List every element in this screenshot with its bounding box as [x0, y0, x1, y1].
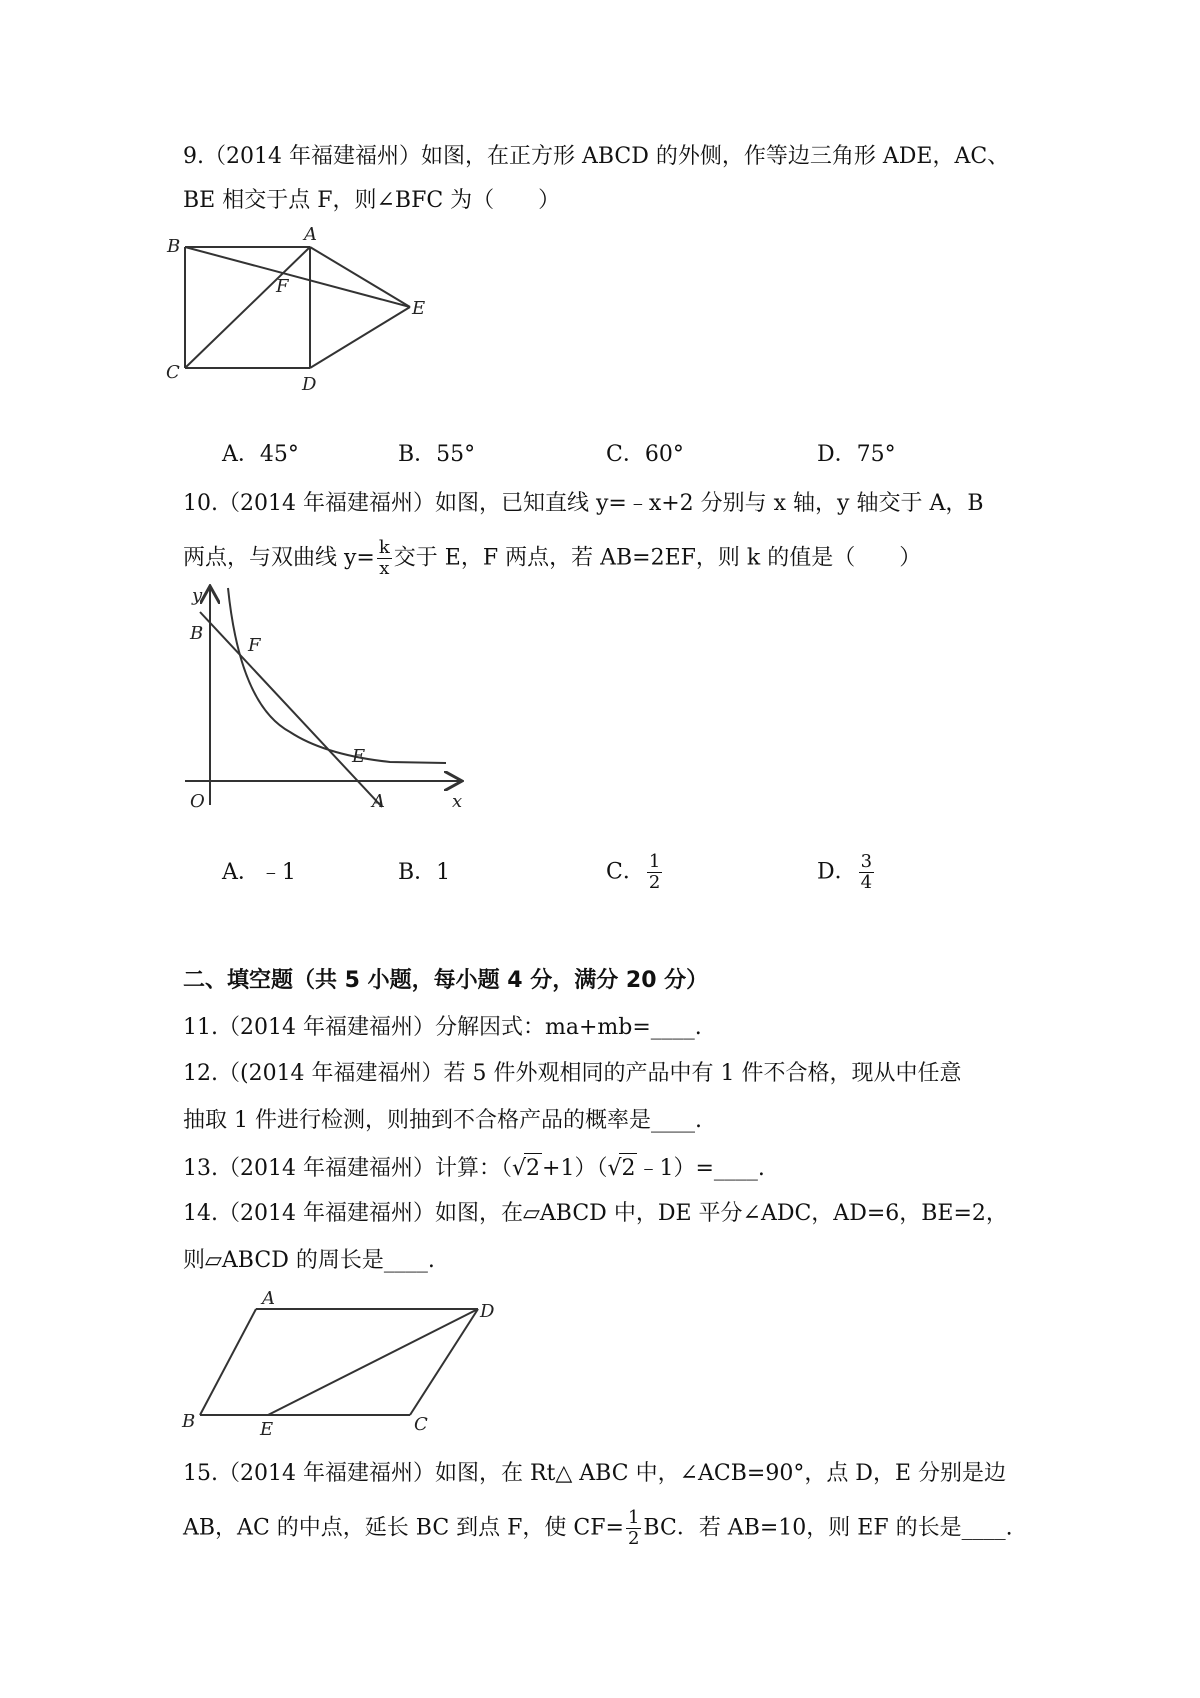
q10-option-c-frac: [647, 852, 662, 893]
q15-frac-den: 2: [627, 1528, 640, 1549]
q9-option-d: D．75°: [817, 442, 896, 467]
section-heading: 二、填空题（共 5 小题，每小题 4 分，满分 20 分）: [183, 968, 709, 993]
q14-label-c: C: [414, 1414, 428, 1435]
q14-label-a: A: [262, 1288, 275, 1309]
q10-option-d-num: 3: [860, 851, 873, 872]
q9-option-b: B．55°: [398, 442, 476, 467]
q10-label-e: E: [352, 746, 366, 767]
q9-option-a: A．45°: [222, 442, 299, 467]
q9-label-d: D: [302, 374, 317, 395]
q14-label-b: B: [182, 1411, 196, 1432]
q15-line1: 15.（2014 年福建福州）如图，在 Rt△ ABC 中，∠ACB=90°，点 D，E 分别是边: [183, 1461, 1007, 1486]
q10-option-c-num: 1: [648, 851, 661, 872]
q9-seg-de: [310, 307, 410, 368]
q10-option-c-den: 2: [648, 872, 661, 893]
q9-line1: 9.（2014 年福建福州）如图，在正方形 ABCD 的外侧，作等边三角形 ADE，AC、: [183, 144, 1010, 169]
q14-side-cd: [410, 1309, 478, 1415]
q14-line1: 14.（2014 年福建福州）如图，在▱ABCD 中，DE 平分∠ADC，AD=6，BE=2，: [183, 1201, 1008, 1226]
q15-line2-pre: AB，AC 的中点，延长 BC 到点 F，使 CF=: [183, 1515, 624, 1541]
q10-line2: [183, 538, 921, 579]
q10-label-b: B: [190, 623, 204, 644]
q14-side-ab: [200, 1309, 256, 1415]
q10-option-d-frac: [859, 852, 874, 893]
q9-label-e: E: [412, 298, 426, 319]
q12-line1: 12.（(2014 年福建福州）若 5 件外观相同的产品中有 1 件不合格，现从中任意: [183, 1061, 962, 1086]
q10-frac-den: x: [379, 558, 390, 579]
q13: [183, 1153, 765, 1184]
q13-pre: 13.（2014 年福建福州）计算：（: [183, 1156, 512, 1181]
q14-line2: 则▱ABCD 的周长是____.: [183, 1248, 435, 1273]
q9-option-c: C．60°: [606, 442, 684, 467]
q13-radicand-1: 2: [524, 1153, 542, 1184]
q9-label-c: C: [166, 362, 180, 383]
q14-label-d: D: [480, 1301, 495, 1322]
q14-figure: [178, 1290, 508, 1440]
sqrt-sign-2: √: [607, 1156, 622, 1181]
q10-line-ab: [200, 612, 382, 807]
q13-mid: +1）（: [542, 1156, 608, 1181]
q10-option-a: A．﹣1: [222, 860, 296, 885]
q10-label-x: x: [452, 791, 463, 812]
q12-line2: 抽取 1 件进行检测，则抽到不合格产品的概率是____.: [183, 1108, 702, 1133]
q14-label-e: E: [260, 1419, 274, 1440]
q10-label-o: O: [190, 791, 205, 812]
q9-label-a: A: [304, 224, 317, 245]
q10-line2-pre: 两点，与双曲线 y=: [183, 545, 375, 571]
q10-label-a: A: [372, 791, 385, 812]
q15-line2-post: BC．若 AB=10，则 EF 的长是____.: [643, 1515, 1013, 1541]
q9-line2: BE 相交于点 F，则∠BFC 为（ ）: [183, 188, 561, 213]
q15-line2: [183, 1508, 1013, 1549]
q10-label-y: y: [192, 585, 203, 606]
q11: 11.（2014 年福建福州）分解因式：ma+mb=____.: [183, 1015, 702, 1040]
q13-radicand-2: 2: [619, 1153, 637, 1184]
q10-label-f: F: [248, 635, 261, 656]
q15-fraction: [626, 1508, 641, 1549]
q9-seg-ae: [310, 247, 410, 307]
q9-seg-be: [185, 247, 410, 307]
q10-figure: [180, 585, 480, 830]
q10-line2-post: 交于 E，F 两点，若 AB=2EF，则 k 的值是（ ）: [393, 545, 922, 571]
q10-option-b: B．1: [398, 860, 451, 885]
q10-option-c-label: C．: [606, 859, 645, 885]
q10-option-d: [817, 852, 876, 893]
q9-figure: [166, 224, 460, 405]
q9-diag-ca: [185, 247, 310, 368]
sqrt-sign-1: √: [511, 1156, 527, 1181]
q10-hyperbola: [228, 588, 446, 763]
q13-post: ﹣1）=____.: [637, 1156, 765, 1181]
q9-label-b: B: [167, 236, 181, 257]
q10-frac-num: k: [378, 537, 390, 558]
q10-option-c: [606, 852, 664, 893]
q15-frac-num: 1: [627, 1507, 640, 1528]
q10-fraction: [377, 538, 392, 579]
q10-option-d-label: D．: [817, 859, 857, 885]
q14-seg-de: [268, 1309, 478, 1415]
q9-label-f: F: [276, 276, 289, 297]
q10-line1: 10.（2014 年福建福州）如图，已知直线 y=﹣x+2 分别与 x 轴，y 轴交于 A，B: [183, 491, 984, 516]
q10-option-d-den: 4: [860, 872, 873, 893]
